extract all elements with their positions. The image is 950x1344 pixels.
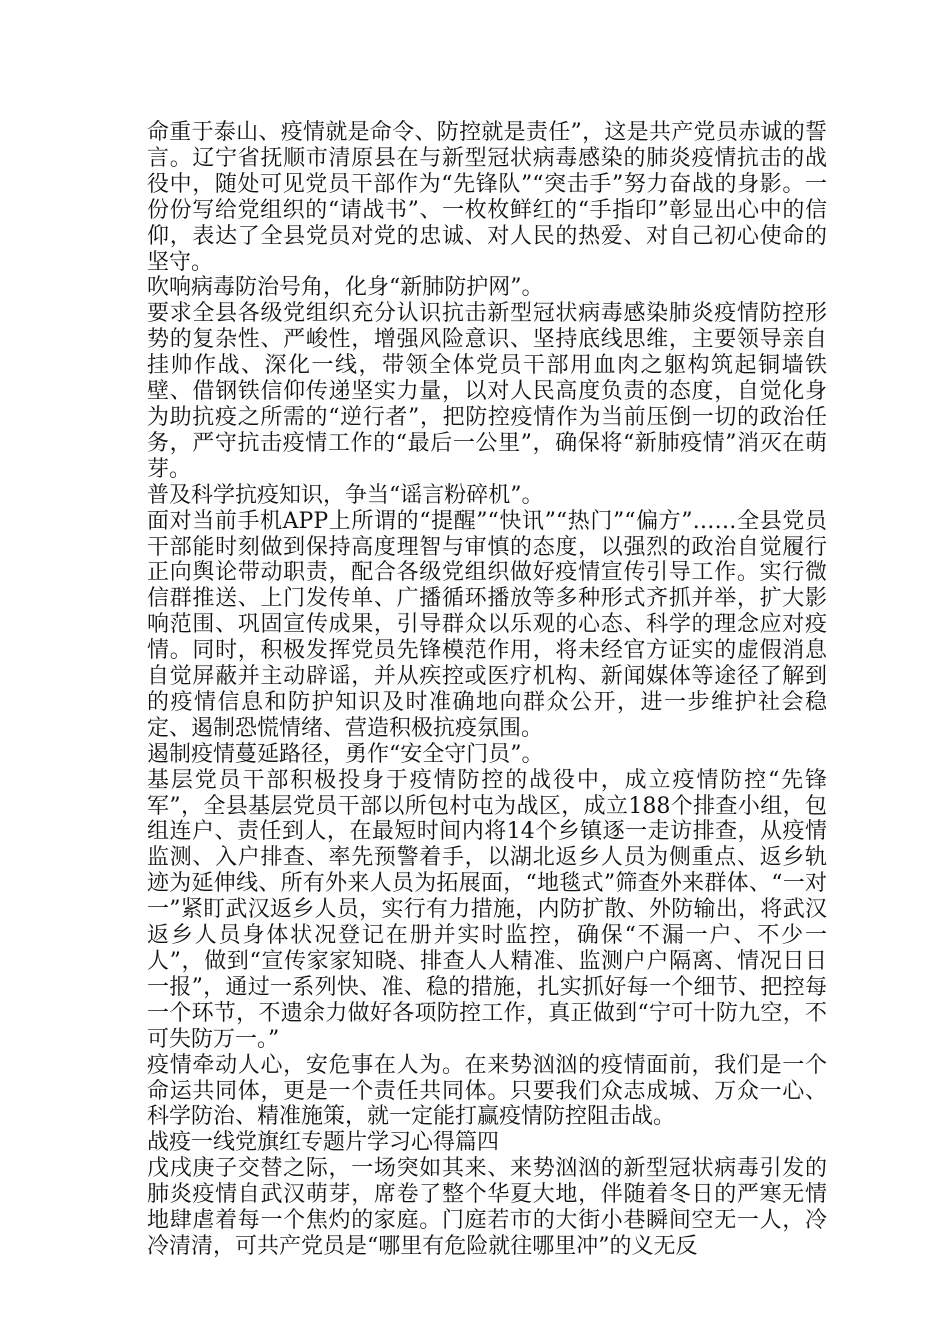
- paragraph-screening: 基层党员干部积极投身于疫情防控的战役中，成立疫情防控“先锋军”，全县基层党员干部以所包村屯为战区，成立188个排查小组，包组连户、责任到人，在最短时间内将14个乡镇逐一走访排查，从疫情监测、入户排查、率先预警着手，以湖北返乡人员为侧重点、返乡轨迹为延伸线、所有外来人员为拓展面，“地毯式”筛查外来群体、“一对一”紧盯武汉返乡人员，实行有力措施，内防扩散、外防输出，将武汉返乡人员身体状况登记在册并实时监控，确保“不漏一户、不少一人”，做到“宣传家家知晓、排查人人精准、监测户户隔离、情况日日一报”，通过一系列快、准、稳的措施，扎实抓好每一个细节、把控每一个环节，不遗余力做好各项防控工作，真正做到“宁可十防九空，不可失防万一。”: [147, 767, 827, 1052]
- section-heading-part-four: 战疫一线党旗红专题片学习心得篇四: [147, 1130, 500, 1156]
- paragraph-outbreak: 戊戌庚子交替之际，一场突如其来、来势汹汹的新型冠状病毒引发的肺炎疫情自武汉萌芽，席卷了整个华夏大地，伴随着冬日的严寒无情地肆虐着每一个焦灼的家庭。门庭若市的大街小巷瞬间空无一人，冷冷清清，可共产党员是“哪里有危险就往哪里冲”的义无反: [147, 1156, 827, 1259]
- paragraph-publicity: 面对当前手机APP上所谓的“提醒”“快讯”“热门”“偏方”……全县党员干部能时刻做到保持高度理智与审慎的态度，以强烈的政治自觉履行正向舆论带动职责，配合各级党组织做好疫情宣传引导工作。实行微信群推送、上门发传单、广播循环播放等多种形式齐抓并举，扩大影响范围、巩固宣传成果，引导群众以乐观的心态、科学的理念应对疫情。同时，积极发挥党员先锋模范作用，将未经官方证实的虚假消息自觉屏蔽并主动辟谣，并从疾控或医疗机构、新闻媒体等途径了解到的疫情信息和防护知识及时准确地向群众公开，进一步维护社会稳定、遏制恐慌情绪、营造积极抗疫氛围。: [147, 508, 827, 741]
- section-heading-rumor-crusher: 普及科学抗疫知识，争当“谣言粉碎机”。: [147, 482, 544, 508]
- section-heading-safety-gatekeeper: 遏制疫情蔓延路径，勇作“安全守门员”。: [147, 741, 544, 767]
- paragraph-leadership: 要求全县各级党组织充分认识抗击新型冠状病毒感染肺炎疫情防控形势的复杂性、严峻性，增强风险意识、坚持底线思维，主要领导亲自挂帅作战、深化一线，带领全体党员干部用血肉之躯构筑起铜墙铁壁、借钢铁信仰传递坚实力量，以对人民高度负责的态度，自觉化身为助抗疫之所需的“逆行者”，把防控疫情作为当前压倒一切的政治任务，严守抗击疫情工作的“最后一公里”，确保将“新肺疫情”消灭在萌芽。: [147, 301, 827, 482]
- section-heading-prevention-net: 吹响病毒防治号角，化身“新肺防护网”。: [147, 275, 544, 301]
- document-page: [147, 120, 827, 1260]
- paragraph-community: 疫情牵动人心，安危事在人为。在来势汹汹的疫情面前，我们是一个命运共同体，更是一个责任共同体。只要我们众志成城、万众一心、科学防治、精准施策，就一定能打赢疫情防控阻击战。: [147, 1052, 827, 1130]
- paragraph-oath: 命重于泰山、疫情就是命令、防控就是责任”，这是共产党员赤诚的誓言。辽宁省抚顺市清原县在与新型冠状病毒感染的肺炎疫情抗击的战役中，随处可见党员干部作为“先锋队”“突击手”努力奋战的身影。一份份写给党组织的“请战书”、一枚枚鲜红的“手指印”彰显出心中的信仰，表达了全县党员对党的忠诚、对人民的热爱、对自己初心使命的坚守。: [147, 120, 827, 275]
